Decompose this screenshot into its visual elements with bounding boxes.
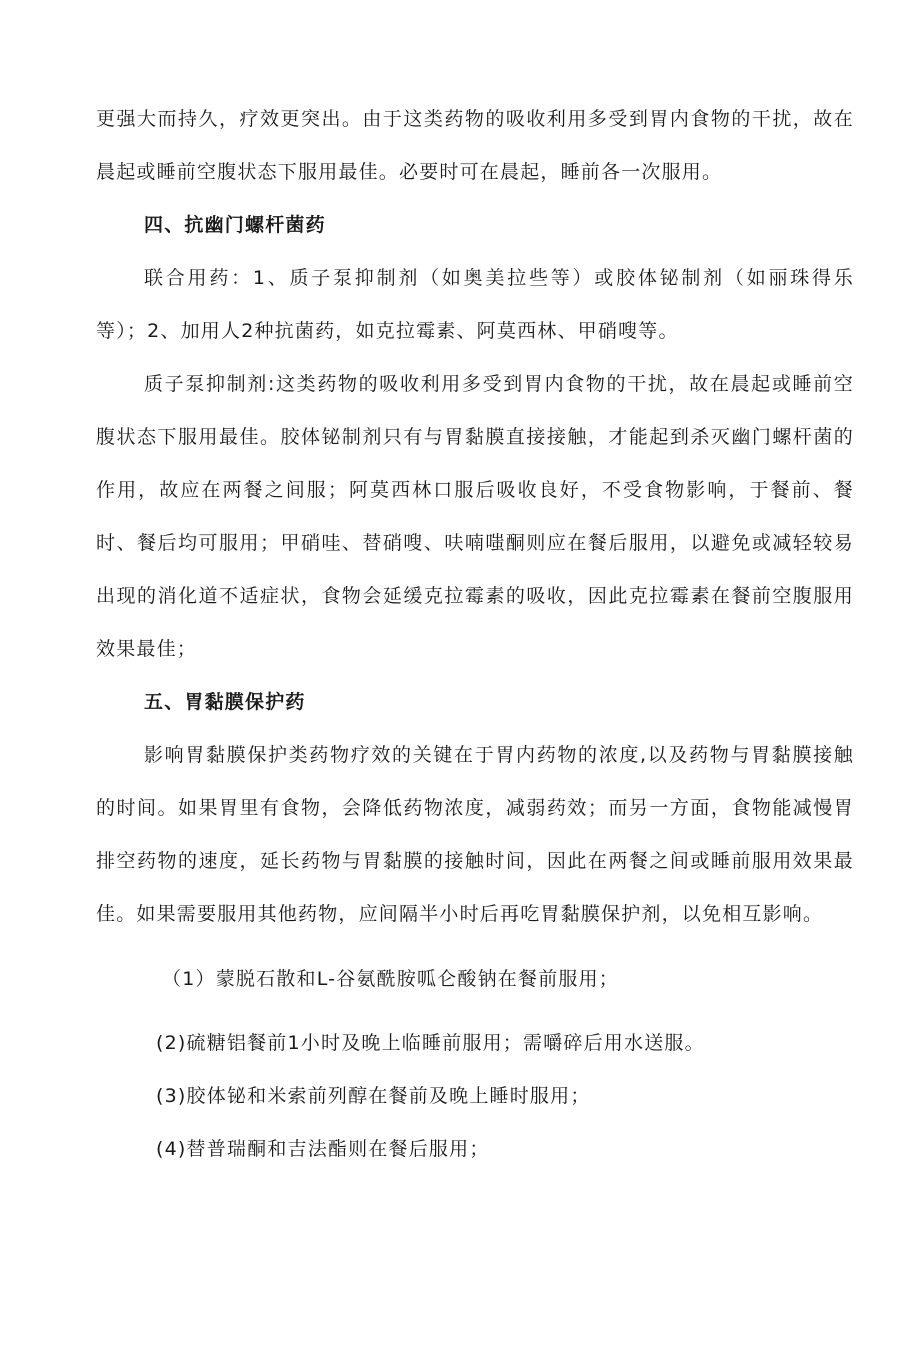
paragraph-continuation: 更强大而持久，疗效更突出。由于这类药物的吸收利用多受到胃内食物的干扰，故在晨起或睡前空腹状态下服用最佳。必要时可在晨起，睡前各一次服用。 — [96, 108, 854, 183]
list-item-4: (4)替普瑞酮和吉法酯则在餐后服用； — [156, 1138, 490, 1160]
document-page — [96, 93, 854, 1176]
paragraph-mucosal-protection: 影响胃黏膜保护类药物疗效的关键在于胃内药物的浓度,以及药物与胃黏膜接触的时间。如果胃里有食物，会降低药物浓度，减弱药效；而另一方面，食物能减慢胃排空药物的速度，延长药物与胃黏膜的接触时间，因此在两餐之间或睡前服用效果最佳。如果需要服用其他药物，应间隔半小时后再吃胃黏膜保护剂，以免相互影响。 — [96, 744, 854, 925]
paragraph-combination-therapy: 联合用药：1、质子泵抑制剂（如奥美拉些等）或胶体铋制剂（如丽珠得乐等）；2、加用人2种抗菌药，如克拉霉素、阿莫西林、甲硝嗖等。 — [96, 267, 854, 342]
list-item-1: （1）蒙脱石散和L-谷氨酰胺呱仑酸钠在餐前服用； — [162, 968, 619, 990]
section-heading-5: 五、胃黏膜保护药 — [144, 691, 306, 713]
paragraph-ppi: 质子泵抑制剂:这类药物的吸收利用多受到胃内食物的干扰，故在晨起或睡前空腹状态下服用最佳。胶体铋制剂只有与胃黏膜直接接触，才能起到杀灭幽门螺杆菌的作用，故应在两餐之间服；阿莫西林口服后吸收良好，不受食物影响，于餐前、餐时、餐后均可服用；甲硝哇、替硝嗖、呋喃嗤酮则应在餐后服用，以避免或减轻较易出现的消化道不适症状，食物会延缓克拉霉素的吸收，因此克拉霉素在餐前空腹服用效果最佳； — [96, 373, 854, 660]
list-item-2: (2)硫糖铝餐前1小时及晚上临睡前服用；需嚼碎后用水送服。 — [156, 1032, 705, 1054]
list-item-3: (3)胶体铋和米索前列醇在餐前及晚上睡时服用； — [156, 1085, 591, 1107]
section-heading-4: 四、抗幽门螺杆菌药 — [144, 214, 326, 236]
